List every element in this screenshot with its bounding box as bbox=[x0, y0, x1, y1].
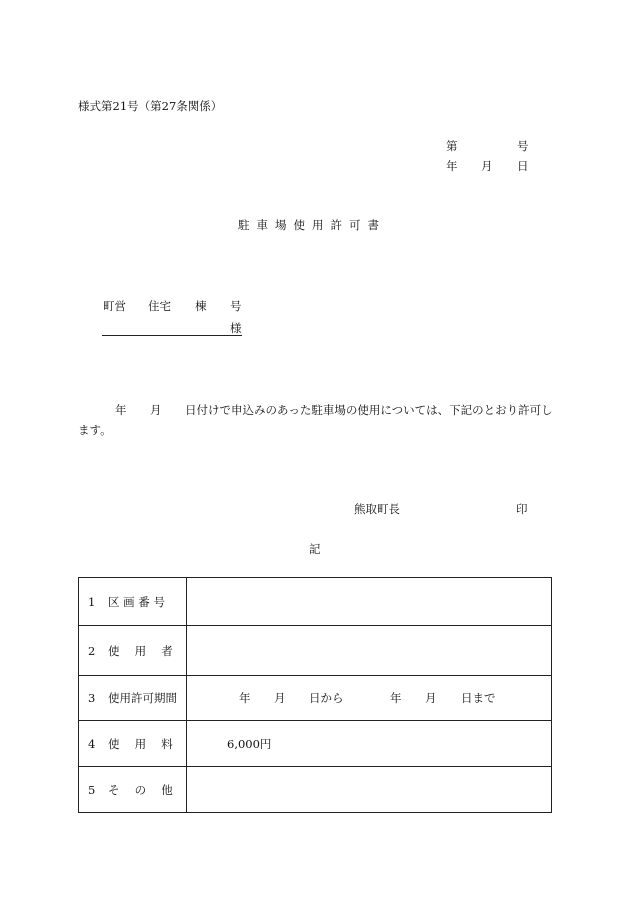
row-label bbox=[88, 594, 165, 610]
row-number: 5 bbox=[88, 782, 96, 797]
addressee-underline bbox=[102, 335, 242, 336]
addressee-sama: 様 bbox=[230, 321, 242, 335]
row-label bbox=[88, 690, 177, 706]
row-number: 4 bbox=[88, 736, 96, 751]
row-label-text: 使用許可期間 bbox=[108, 691, 177, 705]
body-line1: 日付けで申込みのあった駐車場の使用については、下記のとおり許可し bbox=[185, 403, 553, 417]
issuer-name: 熊取町長 bbox=[354, 502, 400, 516]
addressee-to: 棟 bbox=[195, 299, 207, 313]
issuer-seal: 印 bbox=[516, 502, 528, 516]
body-month: 月 bbox=[150, 403, 162, 417]
period-to-month: 月 bbox=[425, 691, 437, 705]
period-from-year: 年 bbox=[239, 691, 251, 705]
body-year: 年 bbox=[115, 403, 127, 417]
row-label-text: そ の 他 bbox=[108, 782, 173, 797]
row-label-text: 区 画 番 号 bbox=[108, 594, 165, 609]
row-label bbox=[88, 736, 173, 752]
table-row-user bbox=[79, 626, 551, 676]
details-table bbox=[78, 577, 552, 813]
period-to-day: 日まで bbox=[461, 691, 496, 705]
document-title: 駐車場使用許可書 bbox=[238, 218, 386, 232]
period-from-day: 日から bbox=[309, 691, 344, 705]
table-row-period bbox=[79, 676, 551, 721]
row-label bbox=[88, 643, 173, 659]
date-month: 月 bbox=[481, 159, 493, 173]
date-year: 年 bbox=[446, 159, 458, 173]
row-number: 1 bbox=[88, 594, 96, 609]
addressee-jutaku: 住宅 bbox=[148, 299, 171, 313]
date-day: 日 bbox=[517, 159, 529, 173]
period-from-month: 月 bbox=[274, 691, 286, 705]
form-number: 様式第21号（第27条関係） bbox=[78, 99, 223, 113]
row-number: 3 bbox=[88, 691, 96, 705]
table-row-fee bbox=[79, 721, 551, 767]
body-line2: ます。 bbox=[78, 423, 112, 437]
row-number: 2 bbox=[88, 643, 96, 658]
row-label-text: 使 用 者 bbox=[108, 643, 173, 658]
ki-heading: 記 bbox=[309, 542, 321, 556]
table-row-other bbox=[79, 767, 551, 812]
doc-number-dai: 第 bbox=[446, 139, 458, 153]
fee-value: 6,000円 bbox=[227, 736, 272, 751]
doc-number-go: 号 bbox=[517, 139, 529, 153]
table-row-section-number bbox=[79, 578, 551, 626]
row-label bbox=[88, 782, 173, 798]
addressee-cho: 町営 bbox=[103, 299, 126, 313]
addressee-go: 号 bbox=[230, 299, 242, 313]
row-label-text: 使 用 料 bbox=[108, 736, 173, 751]
period-to-year: 年 bbox=[390, 691, 402, 705]
